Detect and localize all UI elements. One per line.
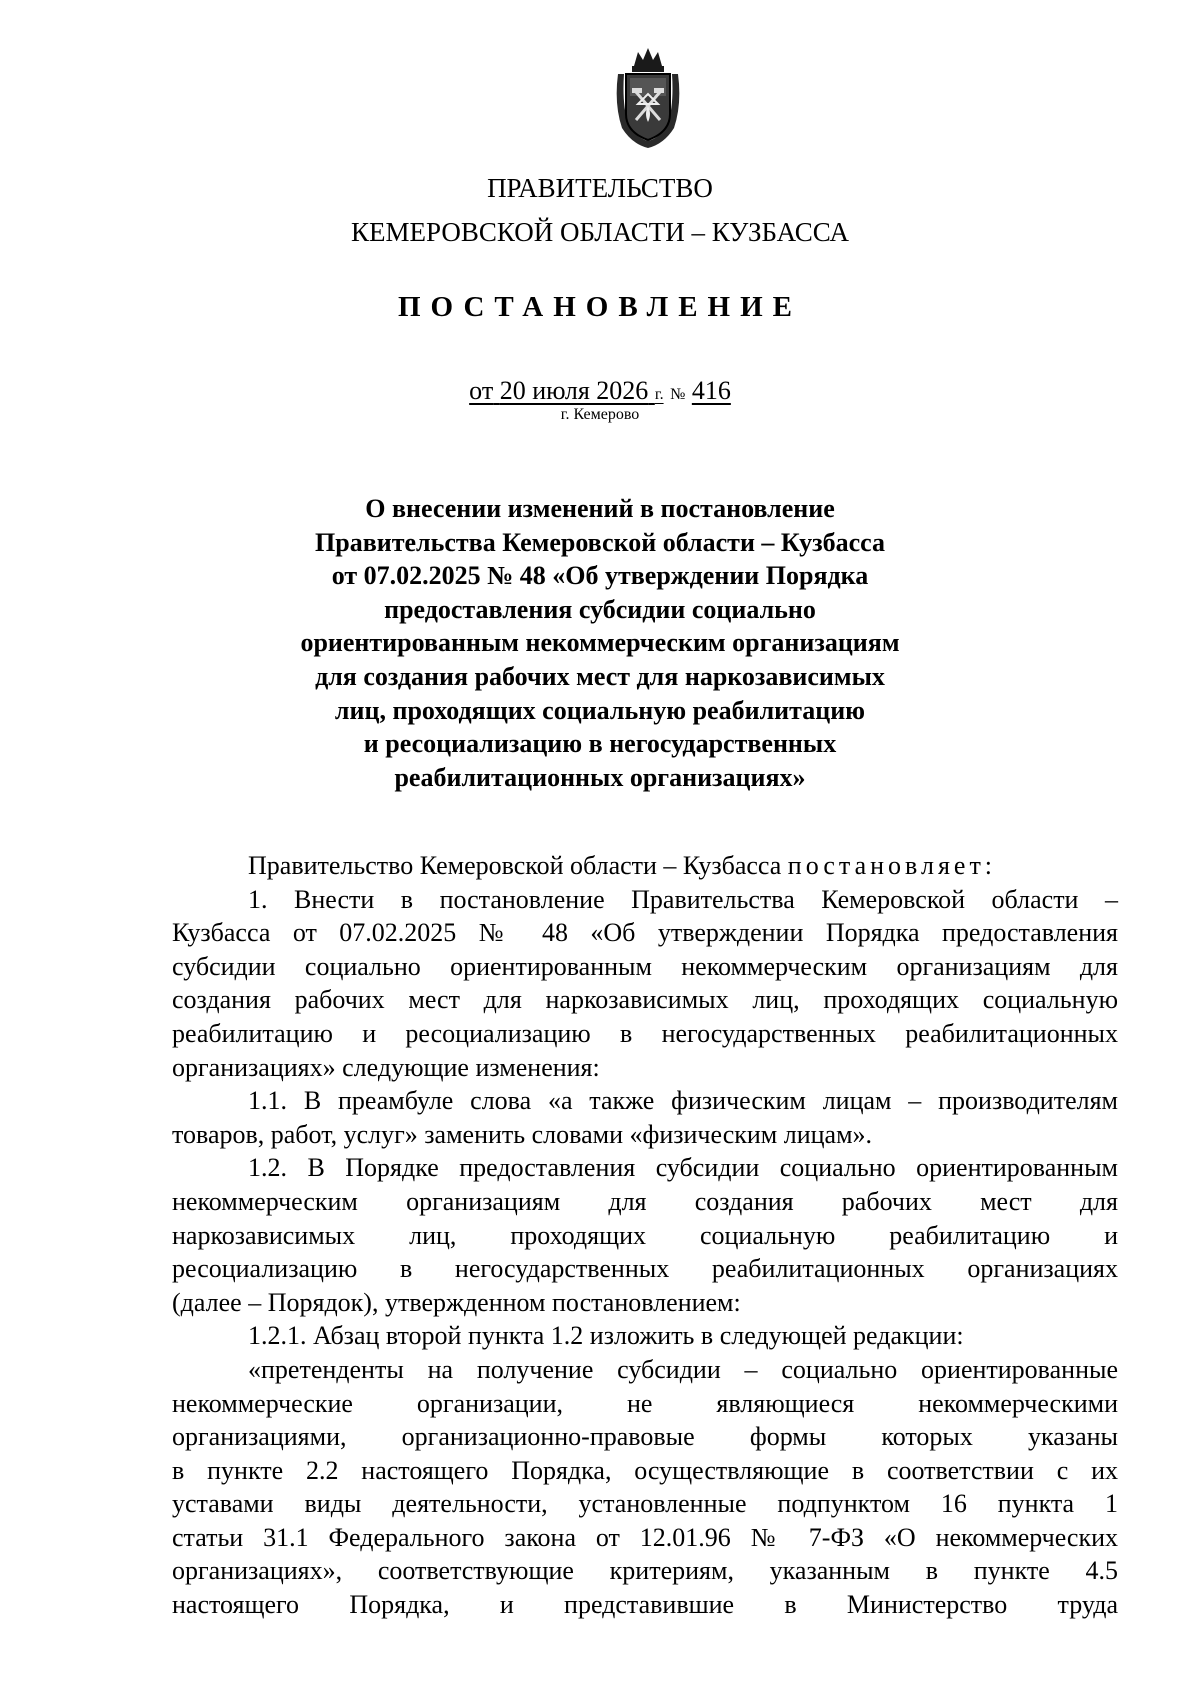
document-number: 416	[691, 376, 731, 405]
body-line: создания рабочих мест для наркозависимых лиц, проходящих социальную	[172, 985, 1118, 1015]
number-sign: №	[670, 386, 686, 403]
body-line: ресоциализацию в негосударственных реабилитационных организациях	[172, 1254, 1118, 1284]
body-line: 1.2.1. Абзац второй пункта 1.2 изложить в следующей редакции:	[248, 1321, 964, 1351]
title-line: от 07.02.2025 № 48 «Об утверждении Порядка	[331, 561, 869, 591]
organization-name-line-1: ПРАВИТЕЛЬСТВО	[487, 173, 713, 203]
organization-name-line-2: КЕМЕРОВСКОЙ ОБЛАСТИ – КУЗБАССА	[351, 217, 849, 247]
date-prefix: от	[469, 376, 494, 405]
title-line: реабилитационных организациях»	[394, 762, 806, 792]
body-line: Кузбасса от 07.02.2025 № 48 «Об утверждении Порядка предоставления	[172, 918, 1118, 948]
preamble-verb: постановляет:	[787, 851, 997, 880]
title-line: ориентированным некоммерческим организациям	[300, 628, 900, 658]
body-line: организациях» следующие изменения:	[172, 1052, 600, 1082]
title-line: О внесении изменений в постановление	[365, 494, 835, 523]
preamble-text: Правительство Кемеровской области – Кузбасса	[248, 851, 782, 880]
document-body	[172, 849, 1118, 1622]
city-name: г. Кемерово	[560, 406, 640, 423]
body-line: 1.2. В Порядке предоставления субсидии социально ориентированным	[248, 1153, 1118, 1183]
body-line: статьи 31.1 Федерального закона от 12.01.96 № 7-ФЗ «О некоммерческих	[172, 1522, 1118, 1552]
body-line: в пункте 2.2 настоящего Порядка, осуществляющие в соответствии с их	[172, 1455, 1118, 1485]
body-line: уставами виды деятельности, установленные подпунктом 16 пункта 1	[172, 1489, 1118, 1519]
body-line: некоммерческие организации, не являющиеся некоммерческими	[172, 1388, 1118, 1418]
body-line: товаров, работ, услуг» заменить словами «физическим лицам».	[172, 1119, 873, 1149]
title-line: Правительства Кемеровской области – Кузбасса	[315, 527, 885, 557]
body-line: организациями, организационно-правовые формы которых указаны	[172, 1422, 1118, 1452]
coat-of-arms-emblem	[612, 44, 684, 150]
title-line: для создания рабочих мест для наркозависимых	[315, 661, 885, 691]
body-line: субсидии социально ориентированным некоммерческим организациям для	[172, 951, 1118, 981]
year-suffix: г.	[654, 386, 664, 403]
body-line: наркозависимых лиц, проходящих социальную реабилитацию и	[172, 1220, 1118, 1250]
title-line: предоставления субсидии социально	[384, 594, 816, 624]
body-line: (далее – Порядок), утвержденном постановлением:	[172, 1287, 741, 1317]
body-line: реабилитацию и ресоциализацию в негосударственных реабилитационных	[172, 1018, 1118, 1048]
title-line: и ресоциализацию в негосударственных	[363, 729, 837, 759]
preamble	[172, 849, 1118, 883]
body-line: настоящего Порядка, и представившие в Министерство труда	[172, 1590, 1118, 1620]
document-title	[170, 492, 1030, 794]
body-line: организациях», соответствующие критериям, указанным в пункте 4.5	[172, 1556, 1118, 1586]
body-line: «претенденты на получение субсидии – социально ориентированные	[248, 1354, 1118, 1384]
body-line: 1. Внести в постановление Правительства Кемеровской области –	[248, 884, 1118, 914]
document-type-heading: ПОСТАНОВЛЕНИЕ	[397, 291, 802, 323]
title-line: лиц, проходящих социальную реабилитацию	[334, 695, 866, 725]
document-date: 20 июля 2026	[499, 376, 649, 405]
body-line: некоммерческим организациям для создания рабочих мест для	[172, 1186, 1118, 1216]
body-line: 1.1. В преамбуле слова «а также физическим лицам – производителям	[248, 1086, 1118, 1116]
